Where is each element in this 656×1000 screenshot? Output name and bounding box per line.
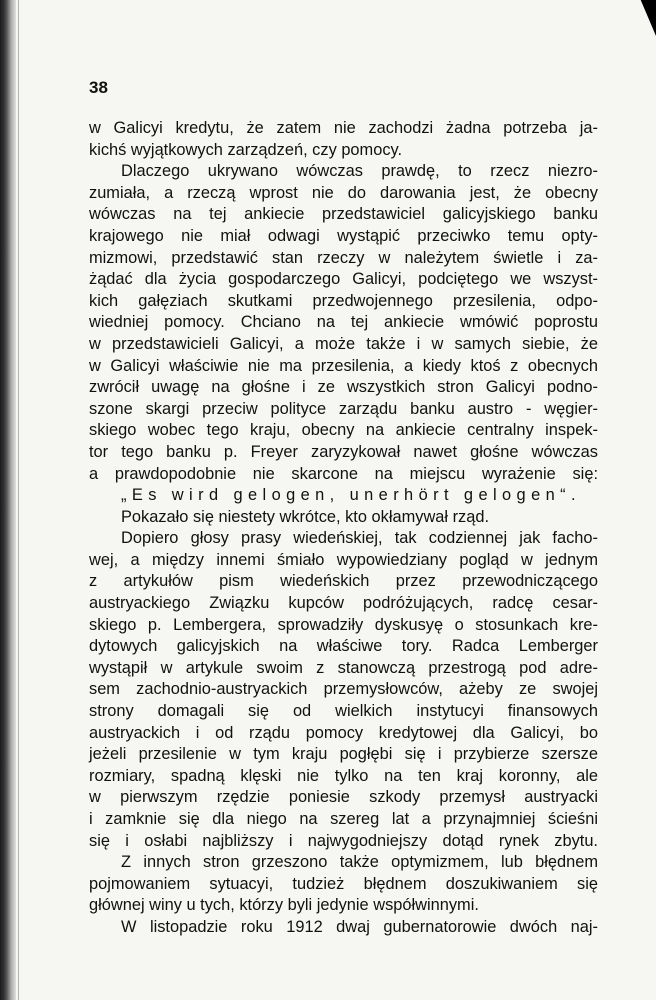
text-line: tor tego banku p. Freyer zaryzykował nawet głośne wówczas (89, 442, 598, 461)
text-line: wiedniej pomocy. Chciano na tej ankiecie wmówić poprostu (89, 313, 598, 332)
text-line: głównej winy u tych, którzy byli jedynie współwinnymi. (89, 896, 479, 915)
book-binding-shadow (0, 0, 16, 1000)
text-line: kich gałęziach skutkami przedwojennego przesilenia, odpo- (89, 291, 598, 310)
text-line: zumiała, a rzeczą wprost nie do darowania jest, że obecny (89, 183, 598, 202)
text-line: rozmiary, spadną klęski nie tylko na ten kraj koronny, ale (89, 766, 598, 785)
text-line: w Galicyi kredytu, że zatem nie zachodzi żadna potrzeba ja- (89, 119, 598, 137)
text-line: z artykułów pism wiedeńskich przez przewodniczącego (89, 572, 598, 591)
text-line: skiego p. Lembergera, sprowadziły dyskusyę o stosunkach kre- (89, 615, 598, 634)
text-line: Dlaczego ukrywano wówczas prawdę, to rzecz niezro- (121, 162, 598, 181)
text-line: Z innych stron grzeszono także optymizmem, lub błędnem (121, 853, 598, 872)
text-line: w Galicyi właściwie nie ma przesilenia, a kiedy ktoś z obecnych (89, 356, 598, 375)
gutter-line (18, 0, 19, 1000)
scan-corner-mark (622, 0, 656, 36)
text-line: wej, a między innemi śmiało wypowiedziany pogląd w jednym (89, 550, 598, 569)
text-line: żądać dla życia gospodarczego Galicyi, podciętego we wszyst- (89, 270, 598, 289)
text-line: Pokazało się niestety wkrótce, kto okłamywał rząd. (121, 507, 490, 526)
text-line: szone skargi przeciw polityce zarządu banku austro - węgier- (89, 399, 598, 418)
text-line: krajowego nie miał odwagi wystąpić przeciwko temu opty- (89, 226, 598, 245)
page-number: 38 (89, 78, 108, 97)
text-line: jeżeli przesilenie w tym kraju pogłębi się i przybierze szersze (89, 745, 598, 764)
body-text (89, 118, 598, 939)
text-line: dytowych galicyjskich na właściwe tory. Radca Lemberger (89, 637, 598, 656)
text-line: i zamknie się dla niego na szereg lat a przynajmniej ścieśni (89, 810, 598, 828)
text-line: austryackiego Związku kupców podróżujących, radcę cesar- (89, 594, 598, 613)
text-line: wystąpił w artykule swoim z stanowczą przestrogą pod adre- (89, 658, 598, 677)
text-line: Dopiero głosy prasy wiedeńskiej, tak codziennej jak facho- (121, 529, 598, 548)
text-line: sem zachodnio-austryackich przemysłowców, ażeby ze swojej (89, 680, 598, 699)
text-line: skiego wobec tego kraju, obecny na ankiecie centralny inspek- (89, 421, 598, 440)
text-line: wówczas na tej ankiecie przedstawiciel galicyjskiego banku (89, 205, 598, 224)
text-line: „Es wird gelogen, unerhört gelogen“. (121, 486, 581, 505)
text-line: się i osłabi najbliższy i najwygodniejszy dotąd rynek zbytu. (89, 831, 598, 850)
text-line: W listopadzie roku 1912 dwaj gubernatorowie dwóch naj- (121, 917, 598, 936)
text-line: mizmowi, przedstawić stan rzeczy w należytem świetle i za- (89, 248, 598, 267)
text-line: w pierwszym rzędzie poniesie szkody przemysł austryacki (89, 788, 598, 807)
text-line: pojmowaniem sytuacyi, tudzież błędnem doszukiwaniem się (89, 874, 598, 893)
text-line: austryackich i od rządu pomocy kredytowej dla Galicyi, bo (89, 723, 598, 742)
text-line: strony domagali się od wielkich instytucyi finansowych (89, 702, 598, 721)
text-line: a prawdopodobnie nie skarcone na miejscu wyrażenie się: (89, 464, 598, 483)
text-line: w przedstawicieli Galicyi, a może także i w samych siebie, że (89, 334, 598, 353)
text-line: kichś wyjątkowych zarządzeń, czy pomocy. (89, 140, 403, 159)
text-line: zwrócił uwagę na głośne i ze wszystkich stron Galicyi podno- (89, 378, 598, 397)
